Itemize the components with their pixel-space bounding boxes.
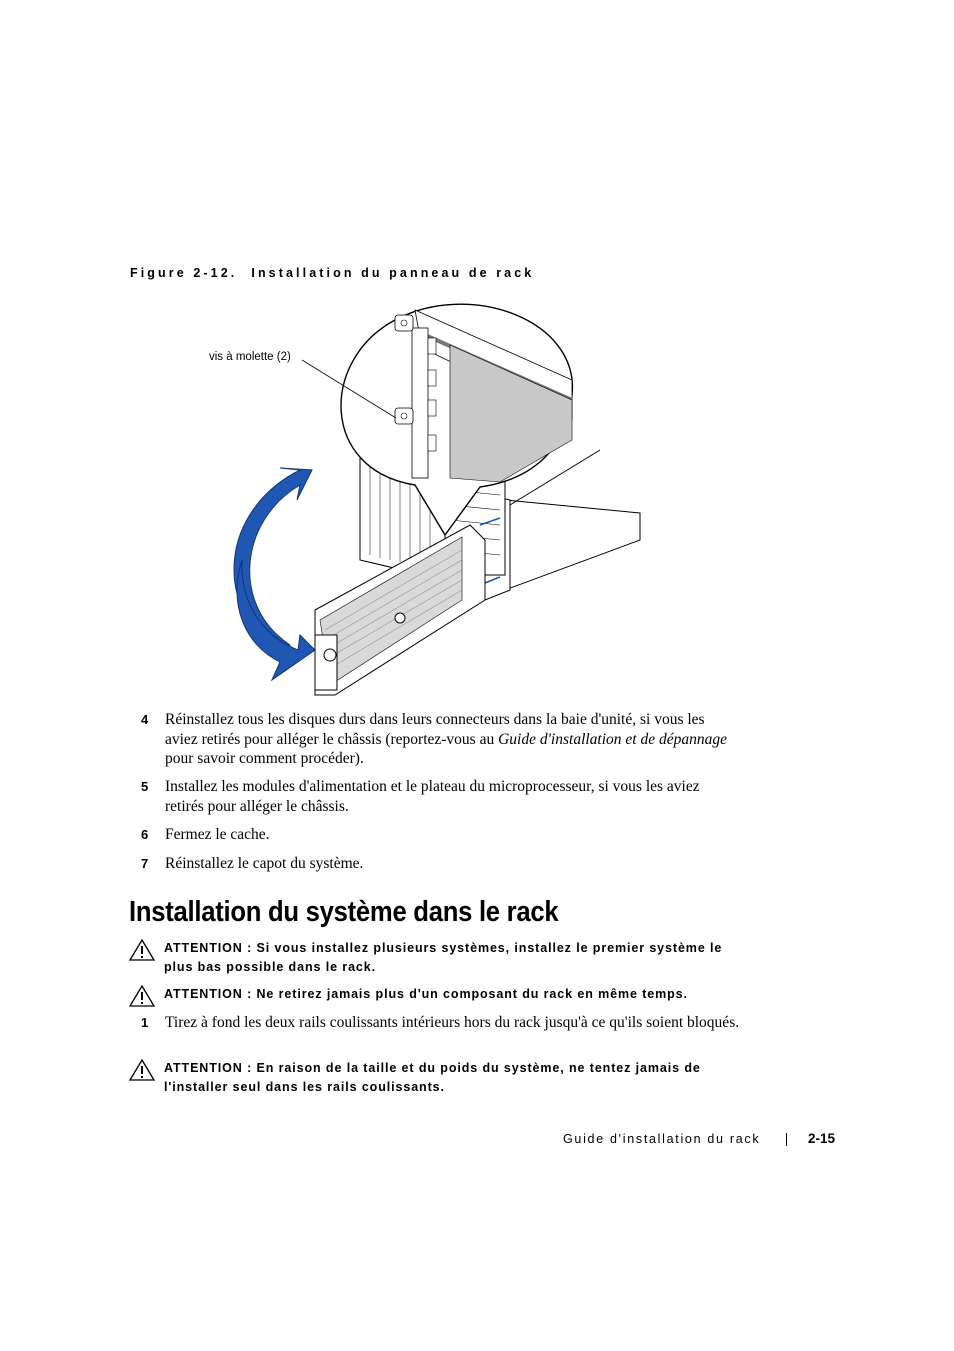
footer-guide-title: Guide d'installation du rack xyxy=(563,1132,761,1146)
step-number: 5 xyxy=(141,779,149,794)
caution-text: ATTENTION : En raison de la taille et du poids du système, ne tentez jamais de l'installer seul dans les rails coulissants. xyxy=(164,1061,701,1094)
step-4 xyxy=(141,710,741,769)
caution-text: ATTENTION : Ne retirez jamais plus d'un composant du rack en même temps. xyxy=(164,987,688,1001)
step-number: 4 xyxy=(141,712,149,727)
warning-triangle-icon xyxy=(129,1059,155,1081)
step-number: 1 xyxy=(141,1015,149,1030)
step-1 xyxy=(141,1013,741,1033)
step-5 xyxy=(141,777,741,816)
caution-text: ATTENTION : Si vous installez plusieurs systèmes, installez le premier système le plus bas possible dans le rack. xyxy=(164,941,723,974)
page-number: 2-15 xyxy=(808,1131,836,1146)
figure-title: Installation du panneau de rack xyxy=(251,266,535,280)
caution-3 xyxy=(129,1059,749,1096)
guide-title-italic: Guide d'installation et de dépannage xyxy=(498,730,727,748)
rack-bezel-figure xyxy=(200,300,660,700)
figure-caption xyxy=(130,266,534,280)
step-text: Réinstallez le capot du système. xyxy=(165,855,364,872)
step-text: Tirez à fond les deux rails coulissants intérieurs hors du rack jusqu'à ce qu'ils soient bloqués. xyxy=(165,1014,740,1031)
step-number: 6 xyxy=(141,827,149,842)
section-heading: Installation du système dans le rack xyxy=(129,896,559,928)
step-7 xyxy=(141,854,741,874)
step-text: Installez les modules d'alimentation et le plateau du microprocesseur, si vous les aviez retirés pour alléger le châssis. xyxy=(165,778,700,815)
figure-number: Figure 2-12. xyxy=(130,266,238,280)
step-6 xyxy=(141,825,741,845)
step-text: Fermez le cache. xyxy=(165,826,270,843)
caution-2 xyxy=(129,985,749,1004)
footer-divider xyxy=(786,1133,787,1146)
curved-double-arrow-icon xyxy=(234,468,315,680)
step-text: Réinstallez tous les disques durs dans leurs connecteurs dans la baie d'unité, si vous les aviez retirés pour alléger le châssis (reportez-vous au Guide d'installation et de dépannage pour savoir comment procéder). xyxy=(165,711,727,767)
warning-triangle-icon xyxy=(129,939,155,961)
caution-1 xyxy=(129,939,749,976)
callout-label: vis à molette (2) xyxy=(209,351,291,363)
warning-triangle-icon xyxy=(129,985,155,1007)
step-number: 7 xyxy=(141,856,149,871)
